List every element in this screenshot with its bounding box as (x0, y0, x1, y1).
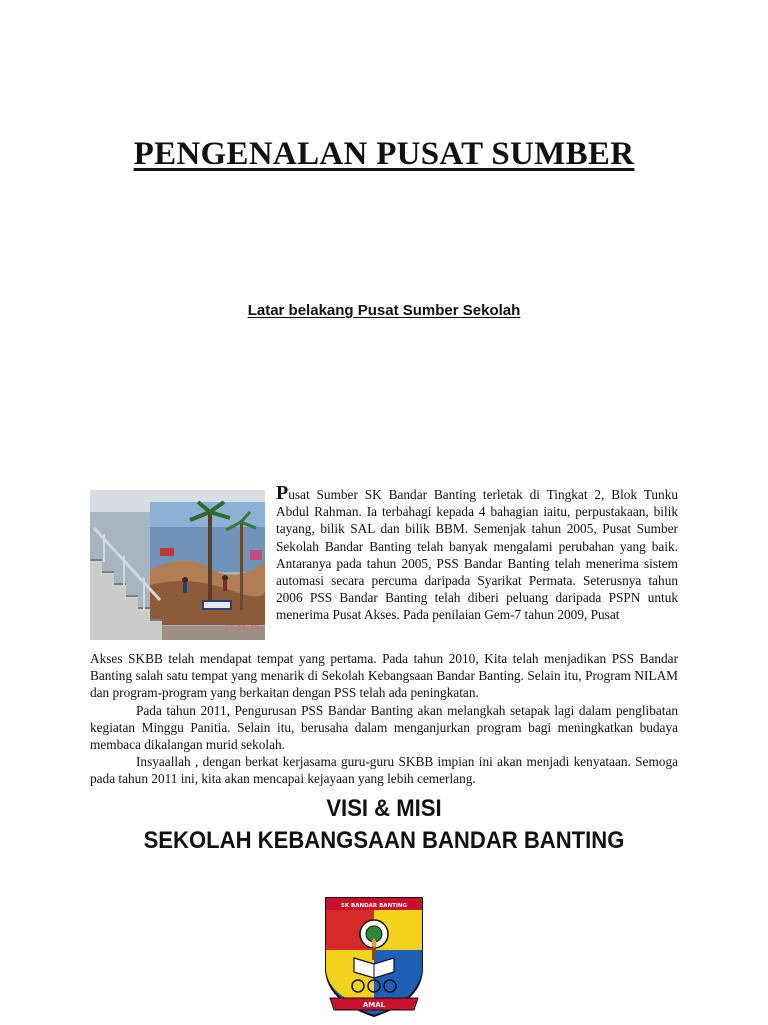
school-crest (320, 888, 428, 1020)
crest-motto-text: AMAL (362, 1001, 386, 1009)
section-heading (0, 302, 768, 319)
intro-paragraph-continued: Akses SKBB telah mendapat tempat yang pertama. Pada tahun 2010, Kita telah menjadikan PSS Bandar Banting salah satu tempat yang menarik di Sekolah Kebangsaan Bandar Banting. Selain itu, Program NILAM dan program-program yang berkaitan dengan PSS telah ada peningkatan. (90, 651, 678, 701)
school-crest-icon (320, 888, 428, 1020)
intro-wrapped-text: usat Sumber SK Bandar Banting terletak di Tingkat 2, Blok Tunku Abdul Rahman. Ia terbahagi kepada 4 bahagian iaitu, perpustakaan, bilik tayang, bilik SAL dan bilik BBM. Semenjak tahun 2005, Pusat Sumber Sekolah Bandar Banting telah banyak mengalami perubahan yang baik. Antaranya pada tahun 2005, PSS Bandar Banting telah menerima sistem automasi secara percuma daripada Syarikat Permata. Seterusnya tahun 2006 PSS Bandar Banting telah diberi peluang daripada PSPN untuk menerima Pusat Akses. Pada penilaian Gem-7 tahun 2009, Pusat (276, 487, 678, 623)
drop-cap-letter: P (276, 482, 289, 504)
paragraph-3: Insyaallah , dengan berkat kerjasama guru-guru SKBB impian ini akan menjadi kenyataan. Semoga pada tahun 2011 ini, kita akan mencapai kejayaan yang lebih cemerlang. (90, 754, 678, 787)
page-title-text: PENGENALAN PUSAT SUMBER (133, 136, 635, 172)
visi-misi-heading (31, 794, 738, 856)
section-heading-text: Latar belakang Pusat Sumber Sekolah (247, 302, 521, 319)
intro-paragraph-wrapped (276, 482, 678, 624)
visi-misi-line2: SEKOLAH KEBANGSAAN BANDAR BANTING (143, 827, 625, 854)
body-text (90, 650, 678, 788)
visi-misi-line1: VISI & MISI (326, 795, 442, 822)
mural-staircase-photo (90, 490, 265, 640)
page-title (0, 136, 768, 173)
crest-ribbon-text: SK BANDAR BANTING (340, 903, 408, 909)
mural-photo-graphic (90, 490, 265, 640)
paragraph-2: Pada tahun 2011, Pengurusan PSS Bandar Banting akan melangkah setapak lagi dalam penglibatan kegiatan Minggu Panitia. Selain itu, berusaha dalam menganjurkan program bagi meningkatkan budaya membaca dikalangan murid sekolah. (90, 702, 678, 753)
photo-timestamp: 12:53 PM (225, 624, 259, 632)
